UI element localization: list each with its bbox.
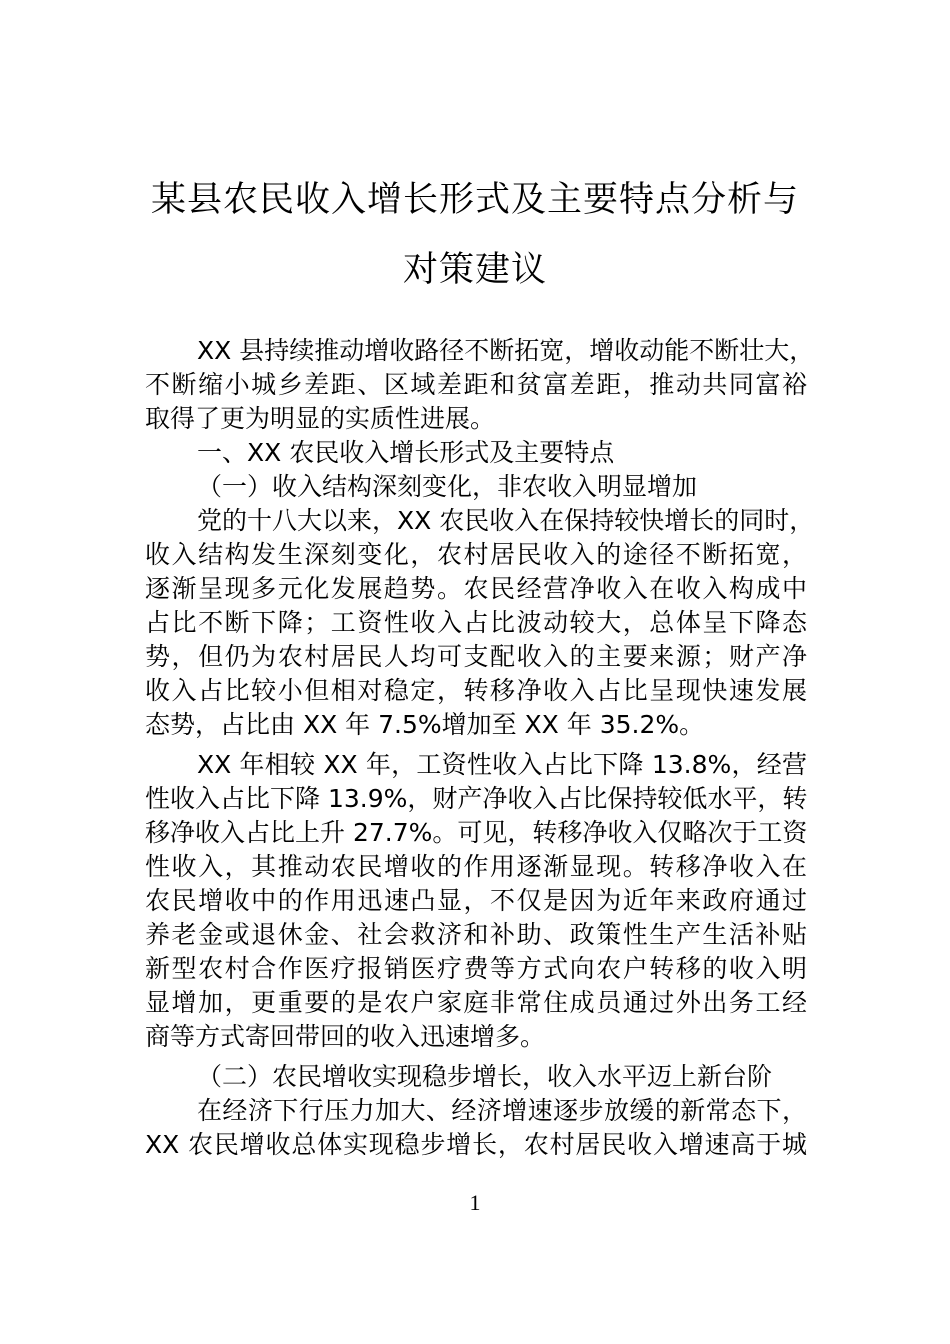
document-title-line-1: 某县农民收入增长形式及主要特点分析与 — [150, 180, 799, 220]
text-line: 不断缩小城乡差距、区域差距和贫富差距，推动共同富裕 — [145, 370, 807, 399]
text-line: 取得了更为明显的实质性进展。 — [145, 404, 496, 433]
text-line: 收入结构发生深刻变化，农村居民收入的途径不断拓宽， — [145, 540, 807, 569]
text-line: 收入占比较小但相对稳定，转移净收入占比呈现快速发展 — [145, 676, 807, 705]
text-line: 占比不断下降；工资性收入占比波动较大，总体呈下降态 — [145, 608, 807, 637]
paragraph — [145, 436, 807, 470]
text-line: 一、XX 农民收入增长形式及主要特点 — [197, 438, 615, 467]
text-line: XX 年相较 XX 年，工资性收入占比下降 13.8%，经营 — [197, 750, 807, 779]
text-line: XX 县持续推动增收路径不断拓宽，增收动能不断壮大， — [197, 336, 815, 365]
document-title-line-2: 对策建议 — [402, 250, 547, 290]
paragraph — [145, 1094, 807, 1162]
text-line: XX 农民增收总体实现稳步增长，农村居民收入增速高于城 — [145, 1130, 807, 1159]
document-body — [145, 334, 815, 1162]
text-line: 农民增收中的作用迅速凸显，不仅是因为近年来政府通过 — [145, 886, 807, 915]
text-line: 势，但仍为农村居民人均可支配收入的主要来源；财产净 — [145, 642, 807, 671]
paragraph — [145, 748, 807, 1054]
text-line: 新型农村合作医疗报销医疗费等方式向农户转移的收入明 — [145, 954, 807, 983]
text-line: 在经济下行压力加大、经济增速逐步放缓的新常态下， — [197, 1096, 807, 1125]
text-line: 养老金或退休金、社会救济和补助、政策性生产生活补贴 — [145, 920, 807, 949]
paragraph — [145, 504, 815, 742]
text-line: 显增加，更重要的是农户家庭非常住成员通过外出务工经 — [145, 988, 807, 1017]
paragraph — [145, 334, 815, 436]
page-number: 1 — [469, 1190, 481, 1215]
paragraph — [145, 1060, 807, 1094]
text-line: 党的十八大以来，XX 农民收入在保持较快增长的同时， — [197, 506, 815, 535]
text-line: 性收入，其推动农民增收的作用逐渐显现。转移净收入在 — [145, 852, 807, 881]
text-line: 逐渐呈现多元化发展趋势。农民经营净收入在收入构成中 — [145, 574, 807, 603]
paragraph — [145, 470, 807, 504]
text-line: 性收入占比下降 13.9%，财产净收入占比保持较低水平，转 — [145, 784, 808, 813]
text-line: 商等方式寄回带回的收入迅速增多。 — [145, 1022, 546, 1051]
text-line: （二）农民增收实现稳步增长，收入水平迈上新台阶 — [197, 1062, 773, 1091]
text-line: （一）收入结构深刻变化，非农收入明显增加 — [197, 472, 698, 501]
text-line: 移净收入占比上升 27.7%。可见，转移净收入仅略次于工资 — [145, 818, 808, 847]
text-line: 态势，占比由 XX 年 7.5%增加至 XX 年 35.2%。 — [145, 710, 705, 739]
